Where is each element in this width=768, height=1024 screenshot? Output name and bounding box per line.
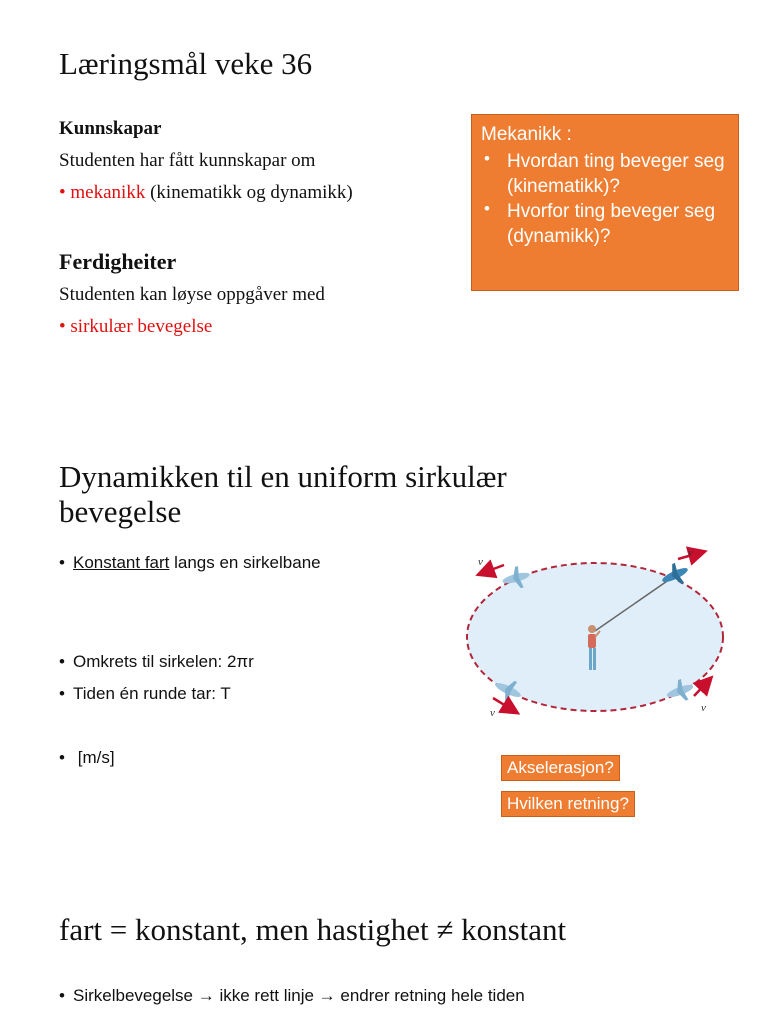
ferdigheiter-text: Studenten kan løyse oppgåver med [59,284,325,305]
bullet-marker: • [59,652,65,671]
bullet-marker: • [59,553,65,572]
bullet-text: Tiden én runde tar: T [73,684,231,703]
kunnskapar-bullet [59,182,353,204]
bullet-marker: • [484,199,490,218]
list-item-text: Hvorfor ting beveger seg (dynamikk)? [507,201,716,247]
bullet-marker: • [59,182,66,203]
bullet-marker: • [59,748,65,767]
kunnskapar-bullet-highlight: mekanikk [70,182,146,203]
velocity-label: v [490,707,495,719]
bullet-marker: • [59,684,65,703]
bullet-marker: • [59,316,66,337]
bullet-text: Omkrets til sirkelen: 2πr [73,652,254,671]
bullet-text: [m/s] [73,748,115,767]
mekanikk-box-title: Mekanikk : [481,124,572,145]
bullet-unit [59,748,115,768]
velocity-label: v [478,556,483,568]
ferdigheiter-bullet-highlight: sirkulær bevegelse [70,316,213,337]
bullet-omkrets [59,652,254,672]
velocity-arrow [493,698,516,712]
bullet-marker: • [59,986,65,1005]
akselerasjon-tag: Akselerasjon? [501,755,620,781]
velocity-label: v [688,547,693,559]
velocity-arrow [480,565,504,574]
bullet-text: Sirkelbevegelse → ikke rett linje → endrer retning hele tiden [73,986,525,1005]
list-item [481,149,730,199]
list-item [481,199,730,249]
kunnskapar-bullet-rest: (kinematikk og dynamikk) [145,182,353,203]
bullet-sirkelbevegelse [59,986,525,1006]
slide1-title: Læringsmål veke 36 [59,46,313,81]
bullet-tiden [59,684,231,704]
list-item-text: Hvordan ting beveger seg (kinematikk)? [507,151,725,197]
ferdigheiter-heading: Ferdigheiter [59,249,177,274]
ferdigheiter-bullet [59,316,212,338]
kunnskapar-text: Studenten har fått kunnskapar om [59,150,316,171]
velocity-label: v [701,702,706,714]
circular-motion-figure [458,545,730,725]
retning-tag: Hvilken retning? [501,791,635,817]
konstant-fart-underlined: Konstant fart [73,553,170,572]
mekanikk-box [471,114,739,291]
slide2-title: Dynamikken til en uniform sirkulær bevegelse [59,459,507,529]
slide3-title: fart = konstant, men hastighet ≠ konstant [59,912,567,947]
mekanikk-box-list [481,149,730,249]
bullet-konstant-fart [59,553,321,573]
kunnskapar-heading: Kunnskapar [59,118,162,139]
bullet-marker: • [484,149,490,168]
bullet-text: langs en sirkelbane [169,553,321,572]
